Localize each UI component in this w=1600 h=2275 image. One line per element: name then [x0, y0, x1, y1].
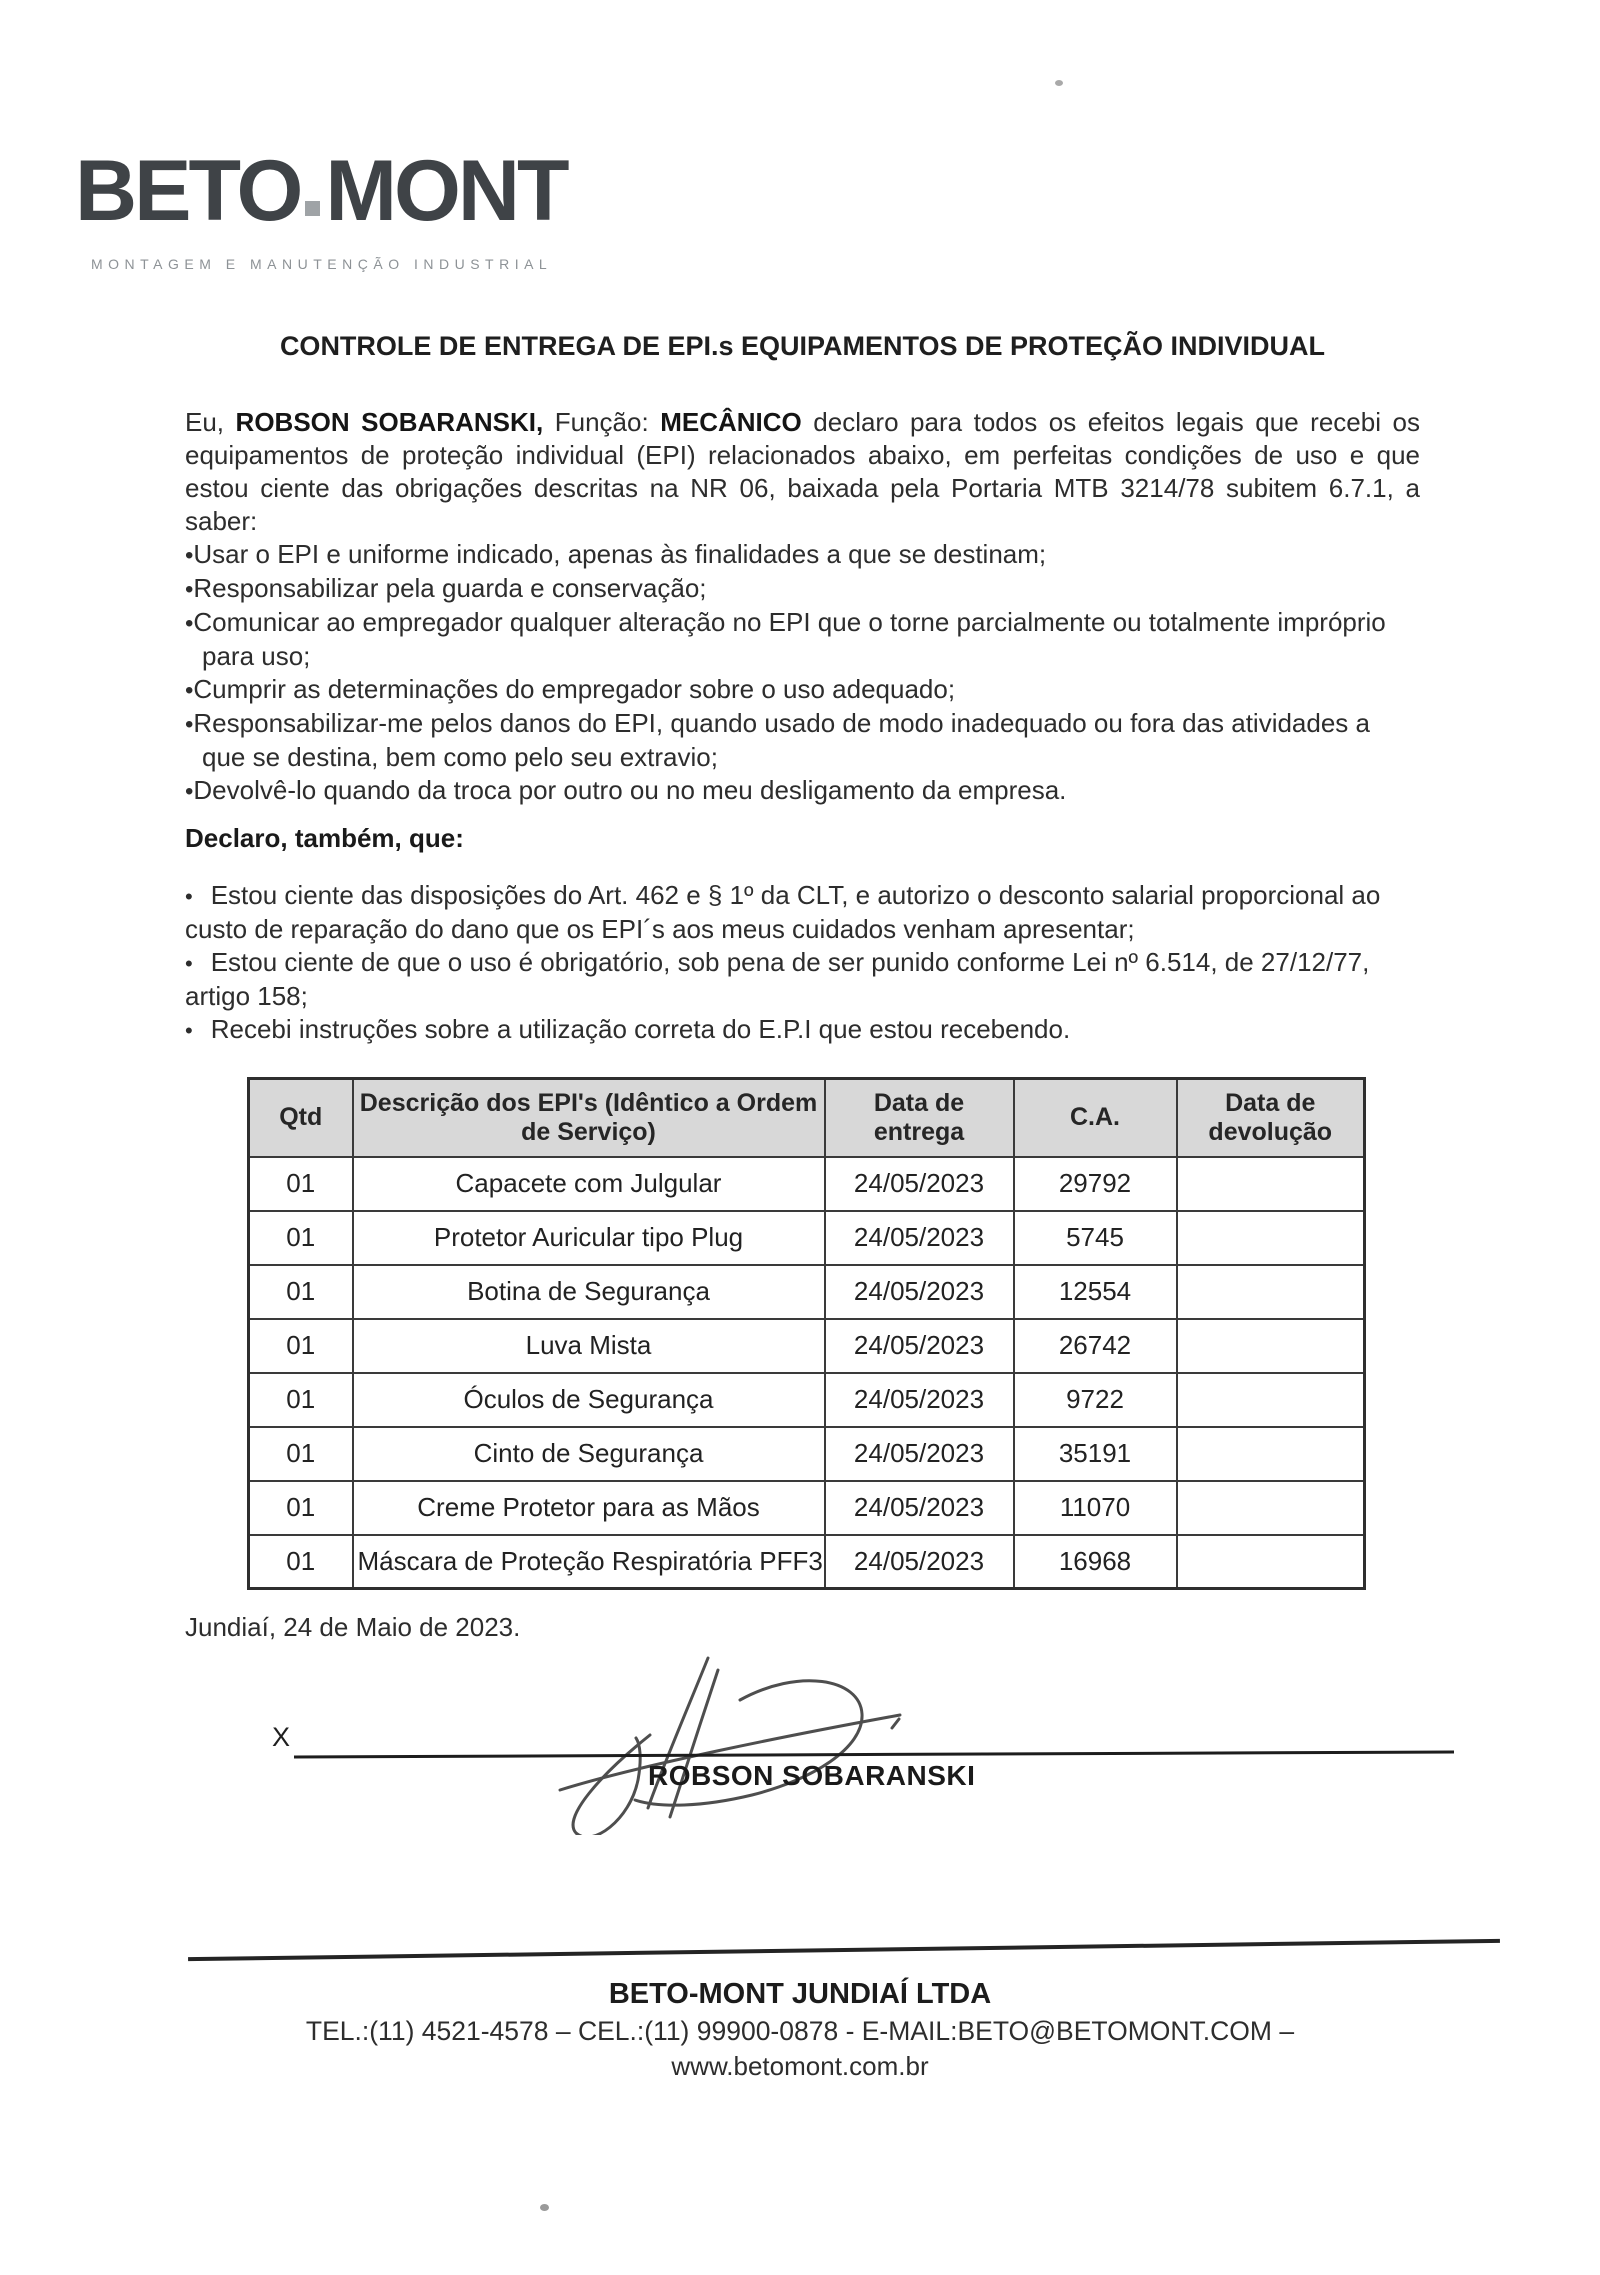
entrega-cell: 24/05/2023: [825, 1319, 1014, 1373]
list-item: • Responsabilizar-me pelos danos do EPI, quando usado de modo inadequado ou fora das atividades a que se destina, bem como pelo seu extravio;: [185, 707, 1420, 774]
table-row: [249, 1481, 1365, 1535]
intro-rest: declaro para todos os efeitos legais que recebi os equipamentos de proteção individual (EPI) relacionados abaixo, em perfeitas condições de uso e que estou ciente das obrigações descritas na NR 06, baixada pela Portaria MTB 3214/78 subitem 6.7.1, a saber:: [185, 407, 1420, 536]
signature-x-mark: X: [272, 1722, 291, 1752]
list-item: • Recebi instruções sobre a utilização correta do E.P.I que estou recebendo.: [185, 1013, 1420, 1047]
ca-cell: 11070: [1014, 1481, 1177, 1535]
list-item: • Devolvê-lo quando da troca por outro ou no meu desligamento da empresa.: [185, 774, 1420, 808]
scan-speck: [540, 2204, 549, 2211]
intro-lead: Eu,: [185, 407, 236, 437]
list-item: • Responsabilizar pela guarda e conservação;: [185, 572, 1420, 606]
desc-cell: Óculos de Segurança: [353, 1373, 825, 1427]
list-item: • Cumprir as determinações do empregador sobre o uso adequado;: [185, 673, 1420, 707]
qtd-cell: 01: [249, 1265, 353, 1319]
qtd-cell: 01: [249, 1157, 353, 1211]
logo-text-left: BETO: [75, 143, 301, 239]
devolucao-cell: [1177, 1427, 1365, 1481]
devolucao-cell: [1177, 1481, 1365, 1535]
devolucao-cell: [1177, 1535, 1365, 1589]
desc-cell: Máscara de Proteção Respiratória PFF3: [353, 1535, 825, 1589]
table-row: [249, 1157, 1365, 1211]
qtd-cell: 01: [249, 1211, 353, 1265]
desc-cell: Creme Protetor para as Mãos: [353, 1481, 825, 1535]
list-item: • Comunicar ao empregador qualquer alteração no EPI que o torne parcialmente ou totalmente impróprio para uso;: [185, 606, 1420, 673]
handwritten-signature: [540, 1640, 920, 1835]
footer-company-name: BETO-MONT JUNDIAÍ LTDA: [608, 1978, 992, 2010]
declare-heading: Declaro, também, que:: [185, 823, 464, 853]
qtd-cell: 01: [249, 1373, 353, 1427]
devolucao-cell: [1177, 1211, 1365, 1265]
table-row: [249, 1211, 1365, 1265]
table-row: [249, 1319, 1365, 1373]
desc-cell: Luva Mista: [353, 1319, 825, 1373]
devolucao-cell: [1177, 1373, 1365, 1427]
devolucao-cell: [1177, 1157, 1365, 1211]
qtd-cell: 01: [249, 1427, 353, 1481]
footer-contact-info: TEL.:(11) 4521-4578 – CEL.:(11) 99900-0878 - E-MAIL:BETO@BETOMONT.COM –: [305, 2016, 1295, 2046]
column-header-devolucao: Data de devolução: [1177, 1079, 1365, 1157]
qtd-cell: 01: [249, 1319, 353, 1373]
logo-tagline: MONTAGEM E MANUTENÇÃO INDUSTRIAL: [91, 256, 553, 272]
table-row: [249, 1535, 1365, 1589]
devolucao-cell: [1177, 1265, 1365, 1319]
ca-cell: 9722: [1014, 1373, 1177, 1427]
column-header-descricao: Descrição dos EPI's (Idêntico a Ordem de Serviço): [353, 1079, 825, 1157]
footer-website: www.betomont.com.br: [671, 2051, 929, 2081]
intro-paragraph: [185, 406, 1420, 538]
document-title: CONTROLE DE ENTREGA DE EPI.s EQUIPAMENTOS DE PROTEÇÃO INDIVIDUAL: [279, 331, 1326, 361]
intro-mid: Função:: [543, 407, 661, 437]
epi-table: [247, 1077, 1366, 1590]
obligations-list: [185, 538, 1420, 808]
list-item: • Usar o EPI e uniforme indicado, apenas às finalidades a que se destinam;: [185, 538, 1420, 572]
ca-cell: 26742: [1014, 1319, 1177, 1373]
document-body: [185, 0, 1420, 1590]
entrega-cell: 24/05/2023: [825, 1427, 1014, 1481]
list-item: • Estou ciente das disposições do Art. 462 e § 1º da CLT, e autorizo o desconto salarial proporcional ao custo de reparação do dano que os EPI´s aos meus cuidados venham apresentar;: [185, 879, 1420, 946]
entrega-cell: 24/05/2023: [825, 1265, 1014, 1319]
list-item: • Estou ciente de que o uso é obrigatório, sob pena de ser punido conforme Lei nº 6.514, de 27/12/77, artigo 158;: [185, 946, 1420, 1013]
column-header-qtd: Qtd: [249, 1079, 353, 1157]
table-header-row: [249, 1079, 1365, 1157]
entrega-cell: 24/05/2023: [825, 1211, 1014, 1265]
ca-cell: 5745: [1014, 1211, 1177, 1265]
ca-cell: 29792: [1014, 1157, 1177, 1211]
table-row: [249, 1265, 1365, 1319]
table-row: [249, 1373, 1365, 1427]
ca-cell: 12554: [1014, 1265, 1177, 1319]
desc-cell: Botina de Segurança: [353, 1265, 825, 1319]
employee-name: ROBSON SOBARANSKI,: [235, 407, 544, 437]
entrega-cell: 24/05/2023: [825, 1481, 1014, 1535]
desc-cell: Protetor Auricular tipo Plug: [353, 1211, 825, 1265]
qtd-cell: 01: [249, 1481, 353, 1535]
qtd-cell: 01: [249, 1535, 353, 1589]
signer-name: ROBSON SOBARANSKI: [648, 1760, 976, 1791]
desc-cell: Cinto de Segurança: [353, 1427, 825, 1481]
desc-cell: Capacete com Julgular: [353, 1157, 825, 1211]
footer-divider: [188, 1939, 1500, 1961]
place-date: Jundiaí, 24 de Maio de 2023.: [185, 1612, 521, 1642]
ca-cell: 35191: [1014, 1427, 1177, 1481]
column-header-ca: C.A.: [1014, 1079, 1177, 1157]
entrega-cell: 24/05/2023: [825, 1535, 1014, 1589]
entrega-cell: 24/05/2023: [825, 1373, 1014, 1427]
declarations-list: [185, 879, 1420, 1047]
table-row: [249, 1427, 1365, 1481]
ca-cell: 16968: [1014, 1535, 1177, 1589]
logo-text-right: MONT: [325, 143, 567, 239]
entrega-cell: 24/05/2023: [825, 1157, 1014, 1211]
employee-role: MECÂNICO: [660, 407, 802, 437]
devolucao-cell: [1177, 1319, 1365, 1373]
column-header-entrega: Data de entrega: [825, 1079, 1014, 1157]
